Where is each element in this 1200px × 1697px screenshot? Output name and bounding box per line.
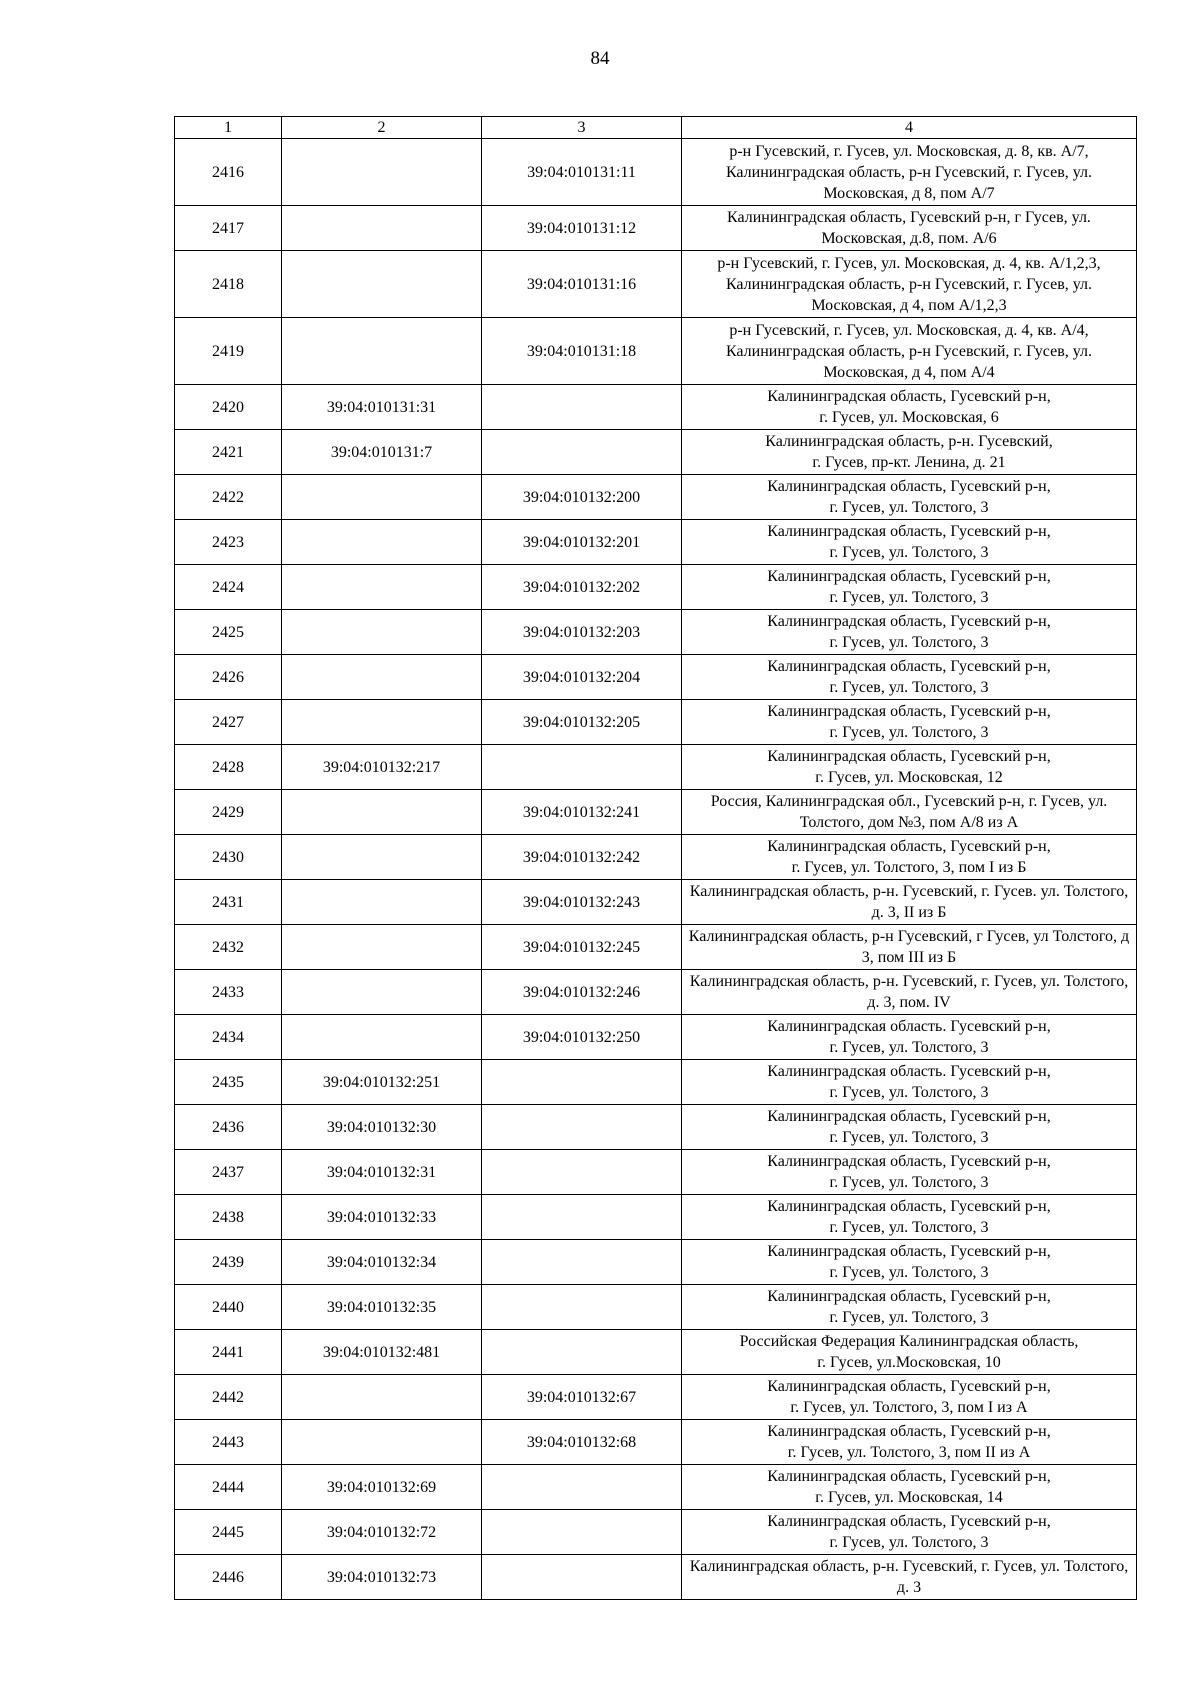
cadastral-number-cell [282, 520, 482, 565]
address-cell: Калининградская область, Гусевский р-н, г. Гусев, ул. Толстого, 3, пом I из Б [682, 835, 1137, 880]
address-cell: Калининградская область, р-н. Гусевский, г. Гусев, ул. Толстого, д. 3, пом. IV [682, 970, 1137, 1015]
address-cell: р-н Гусевский, г. Гусев, ул. Московская, д. 4, кв. А/1,2,3, Калининградская область, р-н Гусевский, г. Гусев, ул. Московская, д 4, пом А/1,2,3 [682, 251, 1137, 318]
cadastral-number-cell [282, 1375, 482, 1420]
object-number-cell: 39:04:010131:12 [482, 206, 682, 251]
row-number-cell: 2418 [175, 251, 282, 318]
address-cell: Калининградская область, Гусевский р-н, г. Гусев, ул. Толстого, 3 [682, 475, 1137, 520]
cadastral-number-cell: 39:04:010132:251 [282, 1060, 482, 1105]
table-row [175, 745, 1137, 790]
row-number-cell: 2416 [175, 139, 282, 206]
table-row [175, 1555, 1137, 1600]
object-number-cell [482, 430, 682, 475]
table-row [175, 970, 1137, 1015]
table-row [175, 925, 1137, 970]
cadastral-number-cell: 39:04:010132:30 [282, 1105, 482, 1150]
object-number-cell: 39:04:010132:205 [482, 700, 682, 745]
object-number-cell: 39:04:010132:203 [482, 610, 682, 655]
object-number-cell [482, 1510, 682, 1555]
row-number-cell: 2424 [175, 565, 282, 610]
table-row [175, 430, 1137, 475]
table-row [175, 1465, 1137, 1510]
cadastral-number-cell: 39:04:010132:481 [282, 1330, 482, 1375]
address-cell: Калининградская область, Гусевский р-н, г. Гусев, ул. Толстого, 3 [682, 655, 1137, 700]
address-cell: р-н Гусевский, г. Гусев, ул. Московская, д. 4, кв. А/4, Калининградская область, р-н Гусевский, г. Гусев, ул. Московская, д 4, пом А/4 [682, 318, 1137, 385]
table-row [175, 139, 1137, 206]
object-number-cell [482, 1150, 682, 1195]
object-number-cell: 39:04:010131:11 [482, 139, 682, 206]
page-number: 84 [590, 48, 610, 69]
address-cell: Российская Федерация Калининградская область, г. Гусев, ул.Московская, 10 [682, 1330, 1137, 1375]
cadastral-table [174, 116, 1137, 1600]
row-number-cell: 2426 [175, 655, 282, 700]
table-row [175, 251, 1137, 318]
object-number-cell: 39:04:010132:246 [482, 970, 682, 1015]
address-cell: Калининградская область, р-н. Гусевский, г. Гусев. ул. Толстого, д. 3, II из Б [682, 880, 1137, 925]
row-number-cell: 2434 [175, 1015, 282, 1060]
cadastral-number-cell: 39:04:010132:69 [282, 1465, 482, 1510]
object-number-cell [482, 385, 682, 430]
cadastral-number-cell [282, 318, 482, 385]
address-cell: Калининградская область, Гусевский р-н, г. Гусев, ул. Толстого, 3 [682, 1510, 1137, 1555]
object-number-cell [482, 1195, 682, 1240]
address-cell: Россия, Калининградская обл., Гусевский р-н, г. Гусев, ул. Толстого, дом №3, пом А/8 из А [682, 790, 1137, 835]
cadastral-number-cell [282, 475, 482, 520]
column-header-2: 2 [282, 117, 482, 139]
row-number-cell: 2446 [175, 1555, 282, 1600]
row-number-cell: 2420 [175, 385, 282, 430]
object-number-cell [482, 745, 682, 790]
address-cell: р-н Гусевский, г. Гусев, ул. Московская, д. 8, кв. А/7, Калининградская область, р-н Гусевский, г. Гусев, ул. Московская, д 8, пом А/7 [682, 139, 1137, 206]
address-cell: Калининградская область, Гусевский р-н, г Гусев, ул. Московская, д.8, пом. А/6 [682, 206, 1137, 251]
table-row [175, 1105, 1137, 1150]
cadastral-number-cell [282, 139, 482, 206]
address-cell: Калининградская область, Гусевский р-н, г. Гусев, ул. Толстого, 3, пом II из А [682, 1420, 1137, 1465]
address-cell: Калининградская область, Гусевский р-н, г. Гусев, ул. Московская, 14 [682, 1465, 1137, 1510]
table-row [175, 1285, 1137, 1330]
cadastral-number-cell [282, 970, 482, 1015]
object-number-cell [482, 1105, 682, 1150]
table-row [175, 520, 1137, 565]
address-cell: Калининградская область, Гусевский р-н, г. Гусев, ул. Толстого, 3 [682, 610, 1137, 655]
address-cell: Калининградская область, Гусевский р-н, г. Гусев, ул. Толстого, 3 [682, 700, 1137, 745]
row-number-cell: 2440 [175, 1285, 282, 1330]
row-number-cell: 2431 [175, 880, 282, 925]
cadastral-number-cell: 39:04:010132:35 [282, 1285, 482, 1330]
object-number-cell: 39:04:010132:250 [482, 1015, 682, 1060]
cadastral-number-cell: 39:04:010132:73 [282, 1555, 482, 1600]
object-number-cell: 39:04:010131:16 [482, 251, 682, 318]
cadastral-number-cell [282, 1420, 482, 1465]
table-row [175, 700, 1137, 745]
cadastral-number-cell [282, 1015, 482, 1060]
object-number-cell: 39:04:010132:245 [482, 925, 682, 970]
address-cell: Калининградская область, Гусевский р-н, г. Гусев, ул. Толстого, 3 [682, 565, 1137, 610]
table-row [175, 880, 1137, 925]
table-row [175, 206, 1137, 251]
table-row [175, 655, 1137, 700]
column-header-1: 1 [175, 117, 282, 139]
table-row [175, 1150, 1137, 1195]
object-number-cell [482, 1285, 682, 1330]
address-cell: Калининградская область, р-н Гусевский, г Гусев, ул Толстого, д 3, пом III из Б [682, 925, 1137, 970]
cadastral-number-cell [282, 880, 482, 925]
table-row [175, 1240, 1137, 1285]
object-number-cell: 39:04:010132:68 [482, 1420, 682, 1465]
object-number-cell: 39:04:010132:201 [482, 520, 682, 565]
row-number-cell: 2417 [175, 206, 282, 251]
row-number-cell: 2428 [175, 745, 282, 790]
row-number-cell: 2436 [175, 1105, 282, 1150]
object-number-cell [482, 1060, 682, 1105]
table-row [175, 475, 1137, 520]
table-row [175, 1375, 1137, 1420]
address-cell: Калининградская область, Гусевский р-н, г. Гусев, ул. Толстого, 3 [682, 1240, 1137, 1285]
column-header-4: 4 [682, 117, 1137, 139]
row-number-cell: 2423 [175, 520, 282, 565]
cadastral-number-cell [282, 206, 482, 251]
address-cell: Калининградская область, Гусевский р-н, г. Гусев, ул. Московская, 12 [682, 745, 1137, 790]
table-row [175, 1420, 1137, 1465]
address-cell: Калининградская область, Гусевский р-н, г. Гусев, ул. Толстого, 3 [682, 1285, 1137, 1330]
cadastral-number-cell [282, 565, 482, 610]
object-number-cell: 39:04:010132:204 [482, 655, 682, 700]
row-number-cell: 2442 [175, 1375, 282, 1420]
cadastral-number-cell [282, 790, 482, 835]
row-number-cell: 2419 [175, 318, 282, 385]
row-number-cell: 2441 [175, 1330, 282, 1375]
table-row [175, 790, 1137, 835]
row-number-cell: 2432 [175, 925, 282, 970]
object-number-cell: 39:04:010132:200 [482, 475, 682, 520]
object-number-cell: 39:04:010132:67 [482, 1375, 682, 1420]
table-row [175, 610, 1137, 655]
cadastral-number-cell: 39:04:010132:33 [282, 1195, 482, 1240]
row-number-cell: 2425 [175, 610, 282, 655]
cadastral-number-cell: 39:04:010132:72 [282, 1510, 482, 1555]
row-number-cell: 2438 [175, 1195, 282, 1240]
address-cell: Калининградская область, р-н. Гусевский, г. Гусев, пр-кт. Ленина, д. 21 [682, 430, 1137, 475]
address-cell: Калининградская область, Гусевский р-н, г. Гусев, ул. Толстого, 3 [682, 1105, 1137, 1150]
object-number-cell [482, 1465, 682, 1510]
cadastral-number-cell [282, 610, 482, 655]
object-number-cell: 39:04:010132:243 [482, 880, 682, 925]
table-row [175, 1195, 1137, 1240]
address-cell: Калининградская область, р-н. Гусевский, г. Гусев, ул. Толстого, д. 3 [682, 1555, 1137, 1600]
address-cell: Калининградская область, Гусевский р-н, г. Гусев, ул. Толстого, 3 [682, 1195, 1137, 1240]
row-number-cell: 2439 [175, 1240, 282, 1285]
row-number-cell: 2427 [175, 700, 282, 745]
object-number-cell: 39:04:010131:18 [482, 318, 682, 385]
row-number-cell: 2433 [175, 970, 282, 1015]
row-number-cell: 2444 [175, 1465, 282, 1510]
address-cell: Калининградская область, Гусевский р-н, г. Гусев, ул. Московская, 6 [682, 385, 1137, 430]
address-cell: Калининградская область, Гусевский р-н, г. Гусев, ул. Толстого, 3 [682, 1150, 1137, 1195]
cadastral-number-cell: 39:04:010131:7 [282, 430, 482, 475]
address-cell: Калининградская область. Гусевский р-н, г. Гусев, ул. Толстого, 3 [682, 1015, 1137, 1060]
object-number-cell [482, 1555, 682, 1600]
cadastral-number-cell: 39:04:010132:31 [282, 1150, 482, 1195]
table-row [175, 1330, 1137, 1375]
object-number-cell: 39:04:010132:242 [482, 835, 682, 880]
table-row [175, 1060, 1137, 1105]
cadastral-number-cell [282, 700, 482, 745]
row-number-cell: 2422 [175, 475, 282, 520]
row-number-cell: 2445 [175, 1510, 282, 1555]
row-number-cell: 2437 [175, 1150, 282, 1195]
row-number-cell: 2443 [175, 1420, 282, 1465]
cadastral-number-cell: 39:04:010132:217 [282, 745, 482, 790]
table-row [175, 385, 1137, 430]
object-number-cell: 39:04:010132:202 [482, 565, 682, 610]
cadastral-number-cell: 39:04:010131:31 [282, 385, 482, 430]
cadastral-number-cell [282, 251, 482, 318]
address-cell: Калининградская область, Гусевский р-н, г. Гусев, ул. Толстого, 3 [682, 520, 1137, 565]
object-number-cell [482, 1240, 682, 1285]
address-cell: Калининградская область. Гусевский р-н, г. Гусев, ул. Толстого, 3 [682, 1060, 1137, 1105]
table-row [175, 318, 1137, 385]
object-number-cell: 39:04:010132:241 [482, 790, 682, 835]
header-row [175, 117, 1137, 139]
row-number-cell: 2435 [175, 1060, 282, 1105]
row-number-cell: 2430 [175, 835, 282, 880]
address-cell: Калининградская область, Гусевский р-н, г. Гусев, ул. Толстого, 3, пом I из А [682, 1375, 1137, 1420]
table-row [175, 1015, 1137, 1060]
table-row [175, 1510, 1137, 1555]
cadastral-number-cell [282, 925, 482, 970]
cadastral-number-cell [282, 835, 482, 880]
cadastral-number-cell [282, 655, 482, 700]
row-number-cell: 2421 [175, 430, 282, 475]
object-number-cell [482, 1330, 682, 1375]
table-row [175, 565, 1137, 610]
table-row [175, 835, 1137, 880]
column-header-3: 3 [482, 117, 682, 139]
row-number-cell: 2429 [175, 790, 282, 835]
cadastral-number-cell: 39:04:010132:34 [282, 1240, 482, 1285]
